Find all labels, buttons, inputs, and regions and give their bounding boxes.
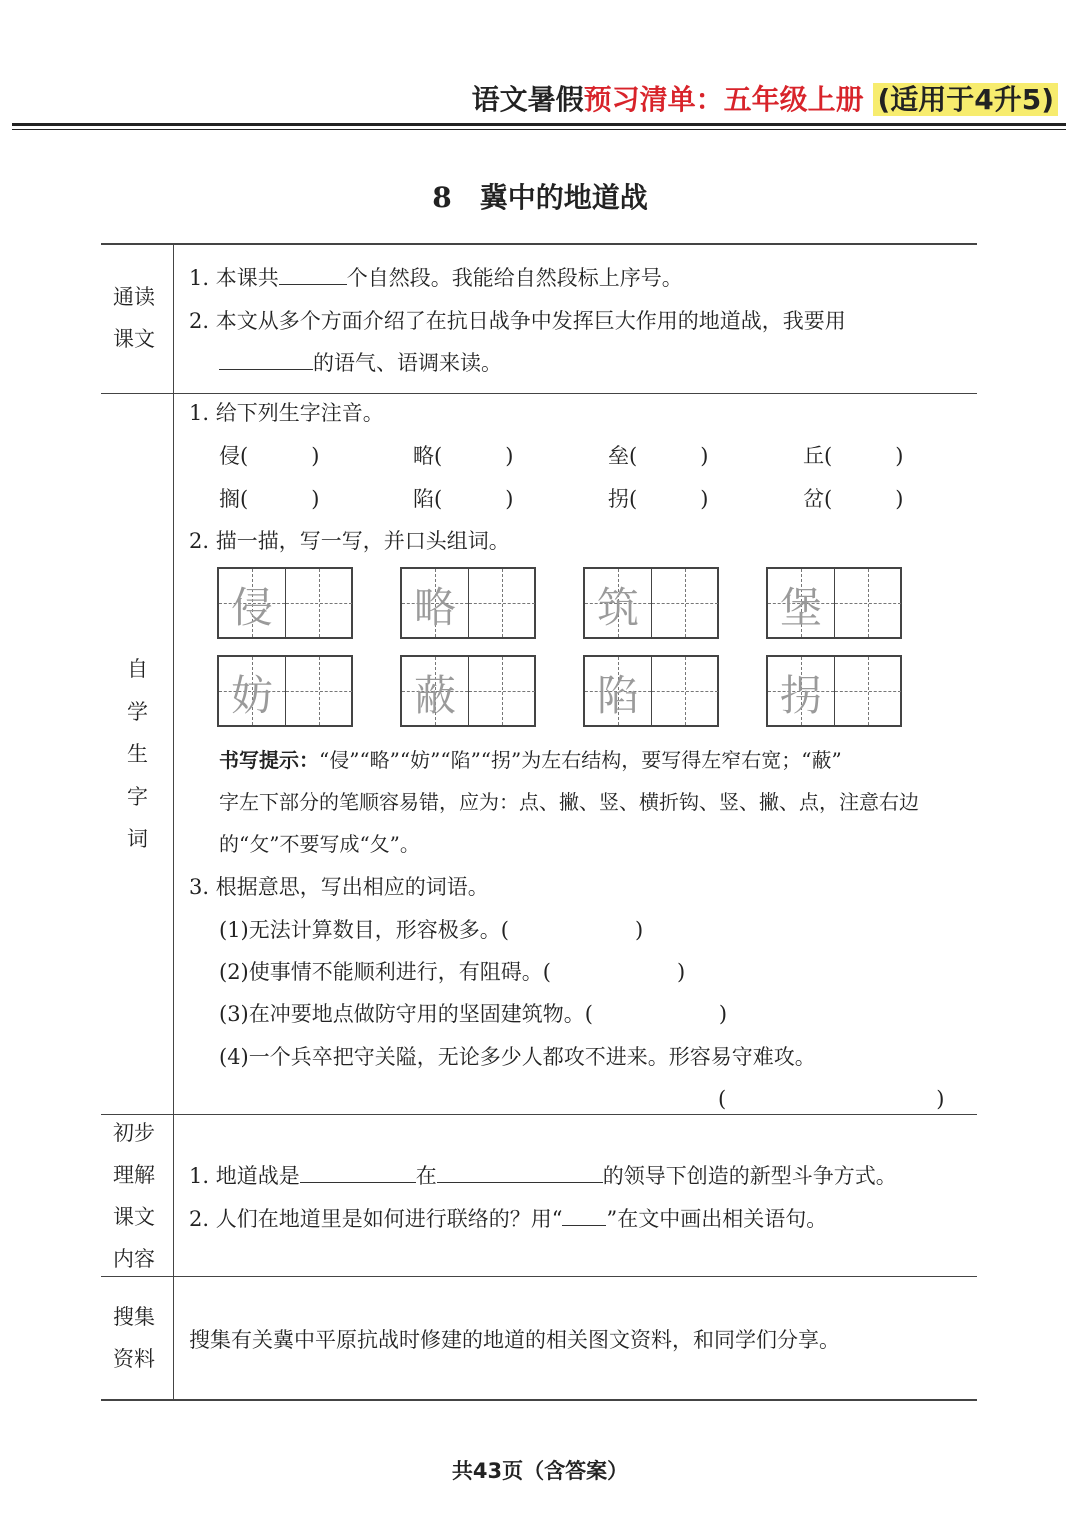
header-rule <box>12 123 1066 126</box>
definition-item[interactable]: (1)无法计算数目，形容极多。( ) <box>219 918 644 942</box>
trace-char: 妨 <box>230 671 273 720</box>
trace-char: 侵 <box>230 583 273 632</box>
answer-blank[interactable] <box>437 1164 603 1183</box>
writing-tip-line: 字左下部分的笔顺容易错，应为：点、撇、竖、横折钩、竖、撇、点，注意右边 <box>219 790 919 814</box>
s2-q1: 1. 给下列生字注音。 <box>189 401 384 425</box>
pinyin-item[interactable]: 搁( ) <box>219 487 320 511</box>
header-highlight: (适用于4升5) <box>873 83 1058 116</box>
pinyin-item[interactable]: 陷( ) <box>413 487 514 511</box>
pinyin-item[interactable]: 拐( ) <box>608 487 709 511</box>
pinyin-item[interactable]: 岔( ) <box>803 487 904 511</box>
section-label-collect: 搜集 资料 <box>113 1305 155 1371</box>
definition-item[interactable]: (2)使事情不能顺利进行，有阻碍。( ) <box>219 960 686 984</box>
section-label-understand: 初步 理解 课文 内容 <box>113 1121 155 1271</box>
pinyin-item[interactable]: 略( ) <box>413 444 514 468</box>
pinyin-item[interactable]: 丘( ) <box>803 444 904 468</box>
section-label-read: 通读 课文 <box>113 285 155 351</box>
header-rule-thin <box>12 129 1066 130</box>
writing-grid[interactable] <box>766 655 902 727</box>
pinyin-item[interactable]: 侵( ) <box>219 444 320 468</box>
s1-q1: 1. 本课共 个自然段。我能给自然段标上序号。 <box>189 266 683 290</box>
table-top-border <box>101 243 977 245</box>
header-black: 语文暑假 <box>471 83 584 116</box>
row-divider <box>101 1276 977 1277</box>
trace-char: 堡 <box>779 583 822 632</box>
s3-q2: 2. 人们在地道里是如何进行联络的？用“ ”在文中画出相关语句。 <box>189 1207 828 1231</box>
s3-q1: 1. 地道战是 在 的领导下创造的新型斗争方式。 <box>189 1164 897 1188</box>
answer-blank[interactable] <box>219 351 313 370</box>
writing-grid[interactable] <box>400 567 536 639</box>
trace-char: 略 <box>413 583 456 632</box>
row-divider <box>101 393 977 394</box>
row-divider <box>101 1114 977 1115</box>
trace-char: 陷 <box>596 671 639 720</box>
page-footer: 共43页（含答案） <box>451 1459 629 1483</box>
trace-char: 蔽 <box>413 671 456 720</box>
definition-item[interactable]: (3)在冲要地点做防守用的坚固建筑物。( ) <box>219 1002 728 1026</box>
header-red: 预习清单：五年级上册 <box>583 83 864 116</box>
s2-q3: 3. 根据意思，写出相应的词语。 <box>189 875 489 899</box>
writing-tip-line: 书写提示：“侵”“略”“妨”“陷”“拐”为左右结构，要写得左窄右宽；“蔽” <box>219 748 842 772</box>
answer-paren[interactable]: ( ) <box>718 1087 945 1111</box>
writing-grid[interactable] <box>766 567 902 639</box>
answer-blank[interactable] <box>300 1164 416 1183</box>
tip-label: 书写提示： <box>219 748 319 772</box>
writing-grid[interactable] <box>400 655 536 727</box>
table-bottom-border <box>101 1399 977 1401</box>
writing-tip-line: 的“攵”不要写成“夂”。 <box>219 832 420 856</box>
answer-blank[interactable] <box>562 1207 606 1226</box>
s1-q2-cont: 的语气、语调来读。 <box>219 347 502 377</box>
answer-blank[interactable] <box>279 266 347 285</box>
writing-grid[interactable] <box>583 655 719 727</box>
s2-q2: 2. 描一描，写一写，并口头组词。 <box>189 529 510 553</box>
s4-text: 搜集有关冀中平原抗战时修建的地道的相关图文资料，和同学们分享。 <box>189 1328 840 1352</box>
page-header <box>472 78 1058 118</box>
column-divider <box>173 243 174 1400</box>
definition-item: (4)一个兵卒把守关隘，无论多少人都攻不进来。形容易守难攻。 <box>219 1045 816 1069</box>
s1-q2: 2. 本文从多个方面介绍了在抗日战争中发挥巨大作用的地道战，我要用 <box>189 309 846 333</box>
trace-char: 筑 <box>596 583 639 632</box>
lesson-title: 8 冀中的地道战 <box>432 181 648 214</box>
writing-grid[interactable] <box>217 655 353 727</box>
writing-grid[interactable] <box>217 567 353 639</box>
section-label-characters: 自 学 生 字 词 <box>127 657 148 851</box>
writing-grid[interactable] <box>583 567 719 639</box>
trace-char: 拐 <box>779 671 822 720</box>
pinyin-item[interactable]: 垒( ) <box>608 444 709 468</box>
